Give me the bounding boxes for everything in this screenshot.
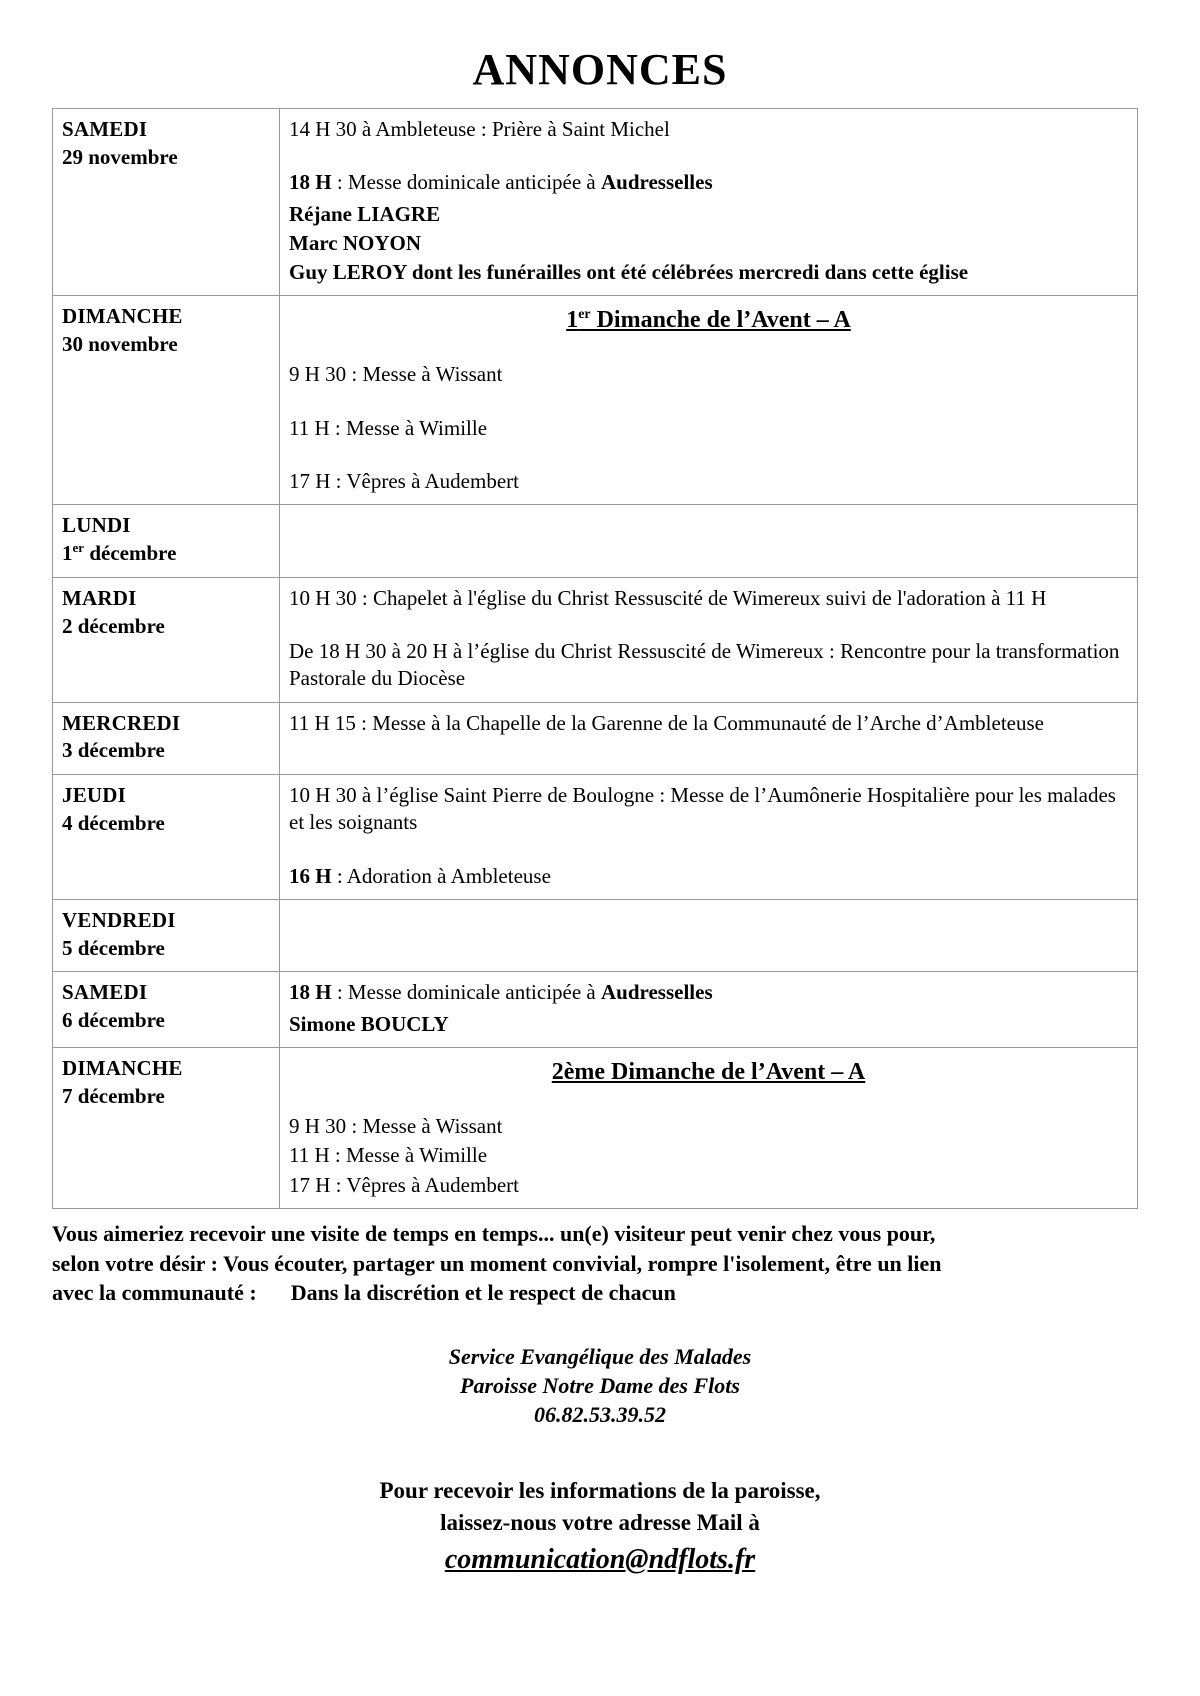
day-name: SAMEDI <box>62 980 148 1005</box>
visit-note-line-2: selon votre désir : Vous écouter, partager un moment convivial, rompre l'isolement, être un lien <box>52 1250 942 1276</box>
day-date-number: 1 <box>62 541 73 566</box>
event-text-bold: Marc NOYON <box>289 230 421 255</box>
event-text: : Messe dominicale anticipée à <box>331 170 601 195</box>
event-line: 11 H 15 : Messe à la Chapelle de la Garenne de la Communauté de l’Arche d’Ambleteuse <box>289 710 1044 735</box>
sunday-heading-text: Dimanche de l’Avent – A <box>590 307 851 334</box>
day-name: SAMEDI <box>62 117 148 141</box>
day-cell <box>53 109 280 296</box>
event-line: 17 H : Vêpres à Audembert <box>289 1172 519 1197</box>
schedule-container <box>0 108 1200 1209</box>
event-time-bold: 16 H <box>289 863 332 888</box>
day-cell <box>53 900 280 972</box>
event-line: De 18 H 30 à 20 H à l’église du Christ Ressuscité de Wimereux : Rencontre pour la transformation Pastorale du Diocèse <box>289 639 1120 691</box>
events-cell <box>280 109 1138 296</box>
events-cell <box>280 702 1138 774</box>
event-line <box>289 979 1128 1006</box>
sunday-heading <box>289 305 1128 335</box>
events-cell <box>280 972 1138 1048</box>
table-row <box>53 775 1138 900</box>
parish-name: Paroisse Notre Dame des Flots <box>460 1373 740 1399</box>
event-text: : Messe dominicale anticipée à <box>331 980 601 1005</box>
day-cell <box>53 702 280 774</box>
event-line: 10 H 30 à l’église Saint Pierre de Boulogne : Messe de l’Aumônerie Hospitalière pour les malades et les soignants <box>289 783 1116 835</box>
table-row <box>53 972 1138 1048</box>
visit-note-line-3 <box>52 1278 1140 1308</box>
day-date: 29 novembre <box>62 144 178 169</box>
day-name: DIMANCHE <box>62 1056 183 1081</box>
phone-number: 06.82.53.39.52 <box>534 1402 666 1428</box>
event-text-bold: Simone BOUCLY <box>289 1011 449 1036</box>
event-line: 9 H 30 : Messe à Wissant <box>289 362 503 387</box>
day-date: 30 novembre <box>62 332 178 357</box>
event-text: : Adoration à Ambleteuse <box>331 863 551 888</box>
sunday-heading-ordinal-suffix: er <box>578 307 591 323</box>
day-name: LUNDI <box>62 513 131 538</box>
event-place-bold: Audresselles <box>601 170 713 195</box>
events-cell <box>280 900 1138 972</box>
event-line: 14 H 30 à Ambleteuse : Prière à Saint Michel <box>289 117 670 141</box>
day-date: 2 décembre <box>62 613 165 638</box>
event-line <box>289 863 1128 890</box>
event-line: 17 H : Vêpres à Audembert <box>289 469 519 494</box>
event-line <box>289 230 1128 257</box>
page-title: ANNONCES <box>472 45 728 94</box>
events-cell <box>280 577 1138 702</box>
day-date: 7 décembre <box>62 1083 165 1108</box>
table-row <box>53 1048 1138 1209</box>
day-name: DIMANCHE <box>62 304 183 329</box>
day-date: 3 décembre <box>62 738 165 763</box>
schedule-table <box>52 108 1138 1209</box>
event-line: 9 H 30 : Messe à Wissant <box>289 1114 503 1139</box>
day-cell <box>53 972 280 1048</box>
events-cell <box>280 505 1138 577</box>
service-signature-block <box>0 1342 1200 1429</box>
event-line <box>289 1011 1128 1038</box>
table-row <box>53 296 1138 505</box>
email-link[interactable]: communication@ndflots.fr <box>444 1543 756 1575</box>
events-cell <box>280 1048 1138 1209</box>
event-line <box>289 259 1128 286</box>
day-date: 5 décembre <box>62 935 165 960</box>
visit-note-line-3b: Dans la discrétion et le respect de chacun <box>290 1280 676 1306</box>
table-row <box>53 702 1138 774</box>
day-name: JEUDI <box>62 783 127 808</box>
event-line <box>289 201 1128 228</box>
day-date: 4 décembre <box>62 810 165 835</box>
day-cell <box>53 505 280 577</box>
day-name: MARDI <box>62 585 137 610</box>
event-line: 11 H : Messe à Wimille <box>289 1143 488 1168</box>
visit-note-line-3a: avec la communauté : <box>52 1280 257 1306</box>
day-cell <box>53 577 280 702</box>
day-cell <box>53 1048 280 1209</box>
schedule-table-body <box>53 109 1138 1209</box>
day-date: 6 décembre <box>62 1008 165 1033</box>
visit-note <box>0 1209 1200 1308</box>
mail-signup-block <box>0 1475 1200 1579</box>
visit-note-line-1: Vous aimeriez recevoir une visite de temps en temps... un(e) visiteur peut venir chez vous pour, <box>52 1220 936 1246</box>
table-row <box>53 505 1138 577</box>
event-text-bold: Réjane LIAGRE <box>289 201 441 226</box>
table-row <box>53 900 1138 972</box>
event-time-bold: 18 H <box>289 980 332 1005</box>
day-name: VENDREDI <box>62 908 176 933</box>
event-place-bold: Audresselles <box>601 980 713 1005</box>
day-cell <box>53 296 280 505</box>
mail-signup-line-1: Pour recevoir les informations de la paroisse, <box>379 1478 821 1504</box>
event-line: 11 H : Messe à Wimille <box>289 415 488 440</box>
day-name: MERCREDI <box>62 710 181 735</box>
events-cell <box>280 775 1138 900</box>
event-line: 10 H 30 : Chapelet à l'église du Christ Ressuscité de Wimereux suivi de l'adoration à 11 H <box>289 585 1047 610</box>
sunday-heading-number: 1 <box>566 307 579 334</box>
day-date <box>62 540 270 568</box>
empty-events-spacer <box>289 907 1128 955</box>
event-time-bold: 18 H <box>289 170 332 195</box>
table-row <box>53 577 1138 702</box>
event-line <box>289 169 1128 196</box>
sunday-heading: 2ème Dimanche de l’Avent – A <box>551 1059 866 1086</box>
events-cell <box>280 296 1138 505</box>
empty-events-spacer <box>289 512 1128 560</box>
day-date-ordinal-suffix: er <box>72 540 85 556</box>
service-name: Service Evangélique des Malades <box>448 1344 752 1370</box>
day-cell <box>53 775 280 900</box>
table-row <box>53 109 1138 296</box>
day-date-month: décembre <box>84 541 177 566</box>
mail-signup-line-2: laissez-nous votre adresse Mail à <box>440 1509 760 1535</box>
event-text-bold: Guy LEROY dont les funérailles ont été célébrées mercredi dans cette église <box>289 260 969 285</box>
